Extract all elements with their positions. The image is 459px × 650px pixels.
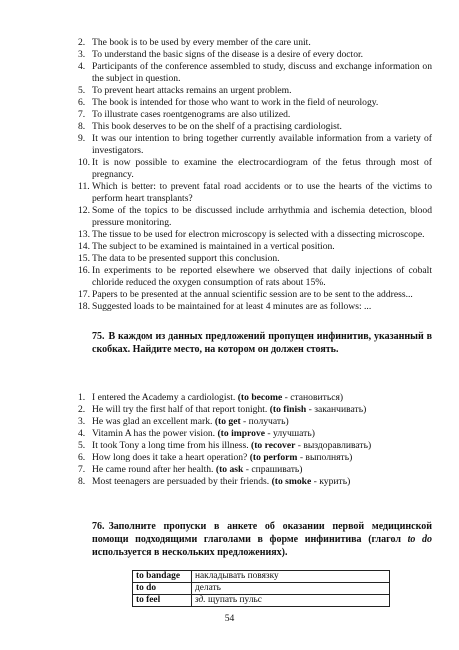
exercise-number: 75. [92, 331, 105, 342]
item-text-wrap [92, 476, 432, 488]
translation-hint: - заканчивать) [306, 404, 367, 415]
list-item [78, 109, 432, 121]
translation-hint: - курить) [311, 476, 351, 487]
translation-hint: - выполнять) [297, 452, 353, 463]
exercise-instruction-italic: to do [407, 534, 432, 545]
item-text: The subject to be examined is maintained in a vertical position. [92, 241, 335, 252]
list-item [78, 440, 432, 452]
list-item [78, 404, 432, 416]
page-number: 54 [224, 613, 235, 624]
translation-hint: - становиться) [282, 392, 344, 403]
vocab-row [133, 583, 390, 595]
exercise-76-heading [92, 520, 432, 559]
vocab-abbreviation: зд. [195, 595, 206, 605]
exercise-number: 76. [92, 521, 105, 532]
item-number: 5. [78, 85, 86, 96]
list-item [78, 452, 432, 464]
list-item [78, 49, 432, 61]
item-number: 13. [78, 229, 90, 240]
item-number: 4. [78, 428, 86, 439]
infinitive-hint: (to perform [249, 452, 298, 463]
list-item [78, 301, 432, 313]
item-number: 15. [78, 253, 90, 264]
vocab-translation: делать [195, 583, 221, 593]
item-number: 6. [78, 97, 86, 108]
item-text: It took Tony a long time from his illness. [92, 440, 249, 451]
infinitive-hint: (to get [214, 416, 241, 427]
item-number: 9. [78, 133, 86, 144]
item-text: To illustrate cases roentgenograms are also utilized. [92, 109, 291, 120]
vocab-russian [192, 571, 390, 583]
vocab-row [133, 595, 390, 607]
translation-hint: - улучшать) [265, 428, 315, 439]
item-text: Which is better: to prevent fatal road accidents or to use the hearts of the victims to perform heart transplants? [92, 181, 432, 204]
item-number: 8. [78, 476, 86, 487]
item-text: To prevent heart attacks remains an urgent problem. [92, 85, 292, 96]
item-number: 3. [78, 416, 86, 427]
exercise-75-list [78, 392, 432, 488]
vocab-russian [192, 583, 390, 595]
item-text: Most teenagers are persuaded by their friends. [92, 476, 270, 487]
item-text: Papers to be presented at the annual scientific session are to be sent to the address... [92, 289, 413, 300]
item-text: He came round after her health. [92, 464, 214, 475]
item-number: 6. [78, 452, 86, 463]
item-text: To understand the basic signs of the disease is a desire of every doctor. [92, 49, 364, 60]
exercise-instruction-end: используется в нескольких предложениях). [92, 547, 288, 558]
list-item [78, 133, 432, 157]
item-text: How long does it take a heart operation? [92, 452, 248, 463]
item-number: 2. [78, 404, 86, 415]
exercise-instruction: В каждом из данных предложений пропущен инфинитив, указанный в скобках. Найдите место, на котором он должен стоять. [92, 331, 432, 355]
item-text-wrap [92, 452, 432, 464]
item-text: I entered the Academy a cardiologist. [92, 392, 236, 403]
list-item [78, 157, 432, 181]
item-text-wrap [92, 416, 432, 428]
infinitive-hint: (to smoke [271, 476, 312, 487]
item-number: 17. [78, 289, 90, 300]
vocab-english: to do [133, 583, 192, 595]
infinitive-hint: (to ask [215, 464, 244, 475]
item-text: The tissue to be used for electron microscopy is selected with a dissecting microscope. [92, 229, 425, 240]
item-number: 18. [78, 301, 90, 312]
item-text: It is now possible to examine the electrocardiogram of the fetus through most of pregnancy. [92, 157, 432, 180]
list-item [78, 85, 432, 97]
item-number: 5. [78, 440, 86, 451]
list-item [78, 37, 432, 49]
item-number: 8. [78, 121, 86, 132]
list-item [78, 416, 432, 428]
exercise-75-heading [92, 330, 432, 356]
vocabulary-table [132, 570, 390, 607]
item-text-wrap [92, 404, 432, 416]
list-item [78, 205, 432, 229]
vocab-translation: щупать пульс [205, 595, 262, 605]
item-text: He was glad an excellent mark. [92, 416, 213, 427]
list-item [78, 476, 432, 488]
list-item [78, 97, 432, 109]
list-item [78, 253, 432, 265]
item-text: The data to be presented support this conclusion. [92, 253, 280, 264]
item-text-wrap [92, 440, 432, 452]
item-text: In experiments to be reported elsewhere we observed that daily injections of cobalt chloride reduced the oxygen consumption of rats about 15%. [92, 265, 432, 288]
item-text: The book is intended for those who want to work in the field of neurology. [92, 97, 379, 108]
list-item [78, 241, 432, 253]
item-number: 3. [78, 49, 86, 60]
list-item [78, 289, 432, 301]
translation-hint: - получать) [240, 416, 289, 427]
vocab-translation: накладывать повязку [195, 571, 279, 581]
item-number: 1. [78, 392, 86, 403]
item-text-wrap [92, 428, 432, 440]
infinitive-hint: (to improve [217, 428, 265, 439]
item-text: Participants of the conference assembled to study, discuss and exchange information on the subject in question. [92, 61, 432, 84]
item-text: This book deserves to be on the shelf of a practising cardiologist. [92, 121, 342, 132]
list-item [78, 428, 432, 440]
item-number: 4. [78, 61, 86, 72]
infinitive-hint: (to recover [251, 440, 296, 451]
exercise-instruction: Заполните пропуски в анкете об оказании первой медицинской помощи подходящими глаголами в форме инфинитива (глагол [92, 521, 432, 545]
vocab-row [133, 571, 390, 583]
item-number: 14. [78, 241, 90, 252]
item-number: 10. [78, 157, 90, 168]
sentence-list [78, 37, 432, 313]
item-text: It was our intention to bring together currently available information from a variety of investigators. [92, 133, 432, 156]
item-number: 11. [78, 181, 90, 192]
item-number: 2. [78, 37, 86, 48]
list-item [78, 181, 432, 205]
vocab-english: to feel [133, 595, 192, 607]
infinitive-hint: (to become [237, 392, 283, 403]
item-text-wrap [92, 392, 432, 404]
vocab-russian [192, 595, 390, 607]
item-number: 7. [78, 464, 86, 475]
list-item [78, 464, 432, 476]
translation-hint: - спрашивать) [243, 464, 303, 475]
item-text: Some of the topics to be discussed include arrhythmia and ischemia detection, blood pressure monitoring. [92, 205, 432, 228]
list-item [78, 61, 432, 85]
list-item [78, 265, 432, 289]
translation-hint: - выздоравливать) [295, 440, 372, 451]
item-text: Suggested loads to be maintained for at least 4 minutes are as follows: ... [92, 301, 372, 312]
vocab-english: to bandage [133, 571, 192, 583]
item-text-wrap [92, 464, 432, 476]
infinitive-hint: (to finish [269, 404, 307, 415]
item-number: 16. [78, 265, 90, 276]
item-number: 7. [78, 109, 86, 120]
item-text: The book is to be used by every member of the care unit. [92, 37, 311, 48]
item-number: 12. [78, 205, 90, 216]
item-text: Vitamin A has the power vision. [92, 428, 216, 439]
list-item [78, 392, 432, 404]
list-item [78, 121, 432, 133]
item-text: He will try the first half of that report tonight. [92, 404, 268, 415]
list-item [78, 229, 432, 241]
